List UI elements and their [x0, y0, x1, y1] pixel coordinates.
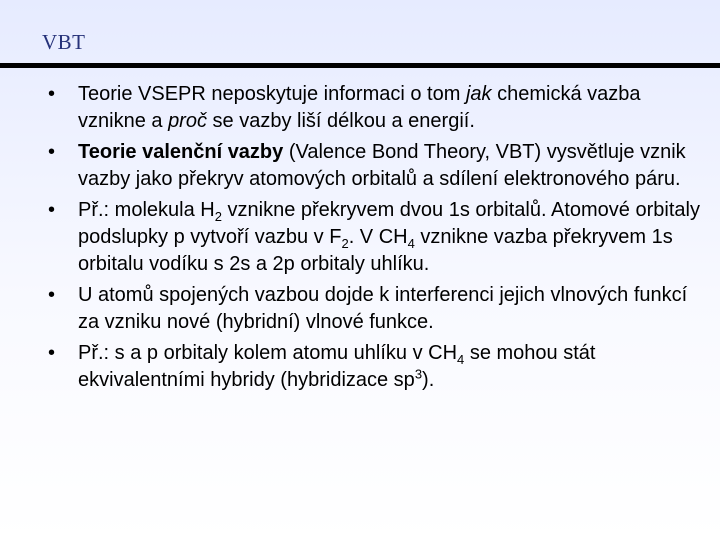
- bullet-item-vsepr: [48, 81, 708, 135]
- bullet-list: [48, 81, 708, 398]
- text: (Valence Bond Theory, VBT) vysvětluje vznik vazby jako překryv atomových orbitalů a sdílení elektronového páru.: [78, 141, 686, 190]
- text: vznikne vazba překryvem 1s orbitalu vodíku s 2s a 2p orbitaly uhlíku.: [78, 226, 673, 275]
- bold-term: Teorie valenční vazby: [78, 141, 284, 163]
- text: Teorie VSEPR neposkytuje informaci o tom: [78, 83, 466, 105]
- subscript: 4: [407, 236, 415, 251]
- bullet-dot: •: [48, 83, 56, 105]
- text: se mohou stát ekvivalentními hybridy (hybridizace sp: [78, 342, 596, 391]
- text: chemická vazba vznikne a: [78, 83, 641, 132]
- bullet-dot: •: [48, 342, 56, 364]
- bullet-item-interference: [48, 282, 708, 336]
- subscript: 2: [214, 209, 222, 224]
- text: vznikne překryvem dvou 1s orbitalů. Atomové orbitaly podslupky p vytvoří vazbu v F: [78, 199, 700, 248]
- bullet-dot: •: [48, 284, 56, 306]
- italic-text: proč: [168, 110, 207, 132]
- bullet-dot: •: [48, 199, 56, 221]
- bullet-item-hybridization: [48, 340, 708, 394]
- text: ).: [422, 369, 435, 391]
- text: Př.: s a p orbitaly kolem atomu uhlíku v CH: [78, 342, 458, 364]
- subscript: 4: [457, 352, 465, 367]
- text: Př.: molekula H: [78, 199, 215, 221]
- title-divider: [0, 63, 720, 68]
- slide-title: VBT: [42, 30, 86, 54]
- text: . V CH: [348, 226, 408, 248]
- bullet-item-example-h2: [48, 197, 708, 278]
- text: U atomů spojených vazbou dojde k interferenci jejich vlnových funkcí za vzniku nové (hybridní) vlnové funkce.: [78, 284, 688, 333]
- subscript: 2: [341, 236, 349, 251]
- text: se vazby liší délkou a energií.: [206, 110, 475, 132]
- superscript: 3: [414, 366, 423, 382]
- bullet-dot: •: [48, 141, 56, 163]
- italic-text: jak: [465, 83, 492, 105]
- bullet-item-vbt: [48, 139, 708, 193]
